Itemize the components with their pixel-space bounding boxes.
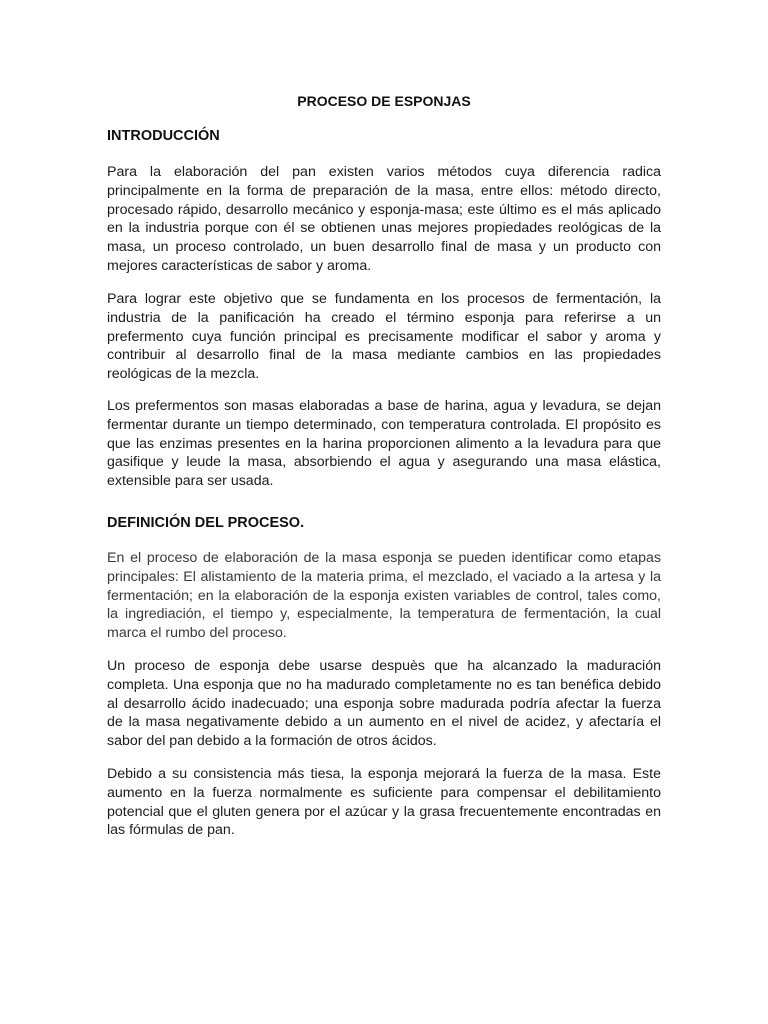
- section-heading-definicion: DEFINICIÓN DEL PROCESO.: [107, 515, 305, 531]
- section-heading-introduccion: INTRODUCCIÓN: [107, 128, 220, 144]
- intro-paragraph-1: Para la elaboración del pan existen varios métodos cuya diferencia radica principalmente en la forma de preparación de la masa, entre ellos: método directo, procesado rápido, desarrollo mecánico y esponja-masa; este último es el más aplicado en la industria porque con él se obtienen unas mejores propiedades reológicas de la masa, un proceso controlado, un buen desarrollo final de masa y un producto con mejores características de sabor y aroma.: [107, 164, 661, 274]
- intro-paragraph-2: Para lograr este objetivo que se fundamenta en los procesos de fermentación, la industria de la panificación ha creado el término esponja para referirse a un prefermento cuya función principal es precisamente modificar el sabor y aroma y contribuir al desarrollo final de la masa mediante cambios en las propiedades reológicas de la mezcla.: [107, 291, 661, 383]
- definition-paragraph-3: Debido a su consistencia más tiesa, la esponja mejorará la fuerza de la masa. Este aumento en la fuerza normalmente es suficiente para compensar el debilitamiento potencial que el gluten genera por el azúcar y la grasa frecuentemente encontradas en las fórmulas de pan.: [107, 766, 661, 839]
- definition-paragraph-2: Un proceso de esponja debe usarse despuès que ha alcanzado la maduración completa. Una esponja que no ha madurado completamente no es tan benéfica debido al desarrollo ácido inadecuado; una esponja sobre madurada podría afectar la fuerza de la masa negativamente debido a un aumento en el nivel de acidez, y afectaría el sabor del pan debido a la formación de otros ácidos.: [107, 658, 661, 750]
- definition-paragraph-1: En el proceso de elaboración de la masa esponja se pueden identificar como etapas principales: El alistamiento de la materia prima, el mezclado, el vaciado a la artesa y la fermentación; en la elaboración de la esponja existen variables de control, tales como, la ingrediación, el tiempo y, especialmente, la temperatura de fermentación, la cual marca el rumbo del proceso.: [107, 550, 661, 642]
- intro-paragraph-3: Los prefermentos son masas elaboradas a base de harina, agua y levadura, se dejan fermentar durante un tiempo determinado, con temperatura controlada. El propósito es que las enzimas presentes en la harina proporcionen alimento a la levadura para que gasifique y leude la masa, absorbiendo el agua y asegurando una masa elástica, extensible para ser usada.: [107, 398, 661, 490]
- document-title: PROCESO DE ESPONJAS: [297, 93, 471, 109]
